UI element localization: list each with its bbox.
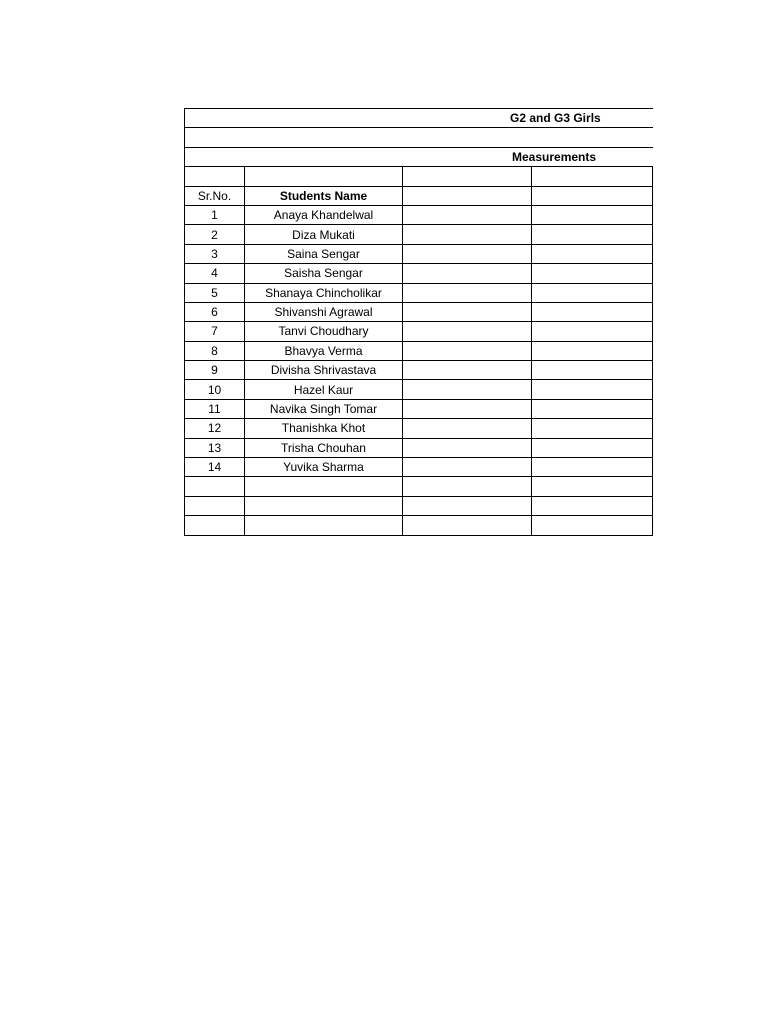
sr-no-cell: 5 (185, 284, 245, 302)
table-row (185, 245, 653, 264)
sr-no-cell: 14 (185, 458, 245, 476)
empty-row (185, 497, 653, 516)
sr-no-cell: 12 (185, 419, 245, 437)
header-measurement-col-2 (532, 187, 653, 205)
empty-cell (403, 516, 532, 534)
empty-cell (403, 477, 532, 495)
table-row (185, 458, 653, 477)
table-row (185, 342, 653, 361)
subtitle-row (185, 148, 653, 167)
header-row (185, 187, 653, 206)
measurement-cell (403, 206, 532, 224)
sr-no-cell: 7 (185, 322, 245, 340)
student-rows (185, 206, 653, 477)
measurement-cell (532, 400, 653, 418)
table-row (185, 284, 653, 303)
measurement-cell (403, 380, 532, 398)
sr-no-cell: 2 (185, 225, 245, 243)
measurement-cell (403, 303, 532, 321)
measurement-cell (532, 458, 653, 476)
sr-no-cell: 11 (185, 400, 245, 418)
student-name-cell: Yuvika Sharma (245, 458, 403, 476)
measurement-cell (403, 342, 532, 360)
measurement-cell (532, 342, 653, 360)
sheet-subtitle: Measurements (512, 149, 597, 164)
student-name-cell: Navika Singh Tomar (245, 400, 403, 418)
measurement-cell (403, 419, 532, 437)
measurement-cell (532, 322, 653, 340)
student-name-cell: Divisha Shrivastava (245, 361, 403, 379)
table-row (185, 303, 653, 322)
sr-no-cell: 3 (185, 245, 245, 263)
subtitle-cell (185, 148, 653, 166)
sr-no-cell: 1 (185, 206, 245, 224)
measurement-cell (532, 439, 653, 457)
header-students-name: Students Name (245, 187, 403, 205)
header-measurement-col-1 (403, 187, 532, 205)
blank-merged-cell (185, 128, 653, 146)
measurement-sheet (184, 108, 653, 536)
measurement-cell (532, 380, 653, 398)
empty-cell (245, 167, 403, 185)
empty-row (185, 477, 653, 496)
sr-no-cell: 4 (185, 264, 245, 282)
empty-row (185, 167, 653, 186)
title-cell (185, 109, 653, 127)
table-row (185, 264, 653, 283)
header-sr-no: Sr.No. (185, 187, 245, 205)
empty-cell (185, 477, 245, 495)
measurement-cell (532, 264, 653, 282)
measurement-cell (532, 245, 653, 263)
measurement-cell (403, 284, 532, 302)
measurement-cell (403, 322, 532, 340)
measurement-cell (403, 361, 532, 379)
empty-cell (532, 497, 653, 515)
measurement-cell (403, 245, 532, 263)
empty-cell (185, 497, 245, 515)
measurement-cell (403, 264, 532, 282)
empty-cell (403, 167, 532, 185)
measurement-cell (532, 206, 653, 224)
sr-no-cell: 10 (185, 380, 245, 398)
title-row (185, 109, 653, 128)
measurement-cell (403, 458, 532, 476)
student-name-cell: Thanishka Khot (245, 419, 403, 437)
measurement-cell (532, 225, 653, 243)
measurement-cell (403, 400, 532, 418)
empty-cell (185, 516, 245, 534)
table-row (185, 322, 653, 341)
empty-cell (532, 516, 653, 534)
empty-cell (245, 497, 403, 515)
table-row (185, 361, 653, 380)
empty-cell (532, 167, 653, 185)
student-name-cell: Bhavya Verma (245, 342, 403, 360)
empty-row (185, 516, 653, 535)
empty-cell (532, 477, 653, 495)
empty-cell (403, 497, 532, 515)
sheet-title: G2 and G3 Girls (510, 111, 601, 126)
sr-no-cell: 6 (185, 303, 245, 321)
empty-cell (245, 516, 403, 534)
empty-cell (185, 167, 245, 185)
student-name-cell: Shanaya Chincholikar (245, 284, 403, 302)
student-name-cell: Shivanshi Agrawal (245, 303, 403, 321)
table-row (185, 380, 653, 399)
measurement-cell (403, 439, 532, 457)
table-row (185, 400, 653, 419)
student-name-cell: Hazel Kaur (245, 380, 403, 398)
student-name-cell: Anaya Khandelwal (245, 206, 403, 224)
measurement-cell (532, 361, 653, 379)
student-name-cell: Saina Sengar (245, 245, 403, 263)
sr-no-cell: 8 (185, 342, 245, 360)
table-row (185, 439, 653, 458)
table-row (185, 206, 653, 225)
table-row (185, 225, 653, 244)
measurement-cell (532, 303, 653, 321)
sr-no-cell: 9 (185, 361, 245, 379)
blank-merged-row (185, 128, 653, 147)
student-name-cell: Trisha Chouhan (245, 439, 403, 457)
table-row (185, 419, 653, 438)
student-name-cell: Tanvi Choudhary (245, 322, 403, 340)
student-name-cell: Diza Mukati (245, 225, 403, 243)
measurement-cell (532, 284, 653, 302)
measurement-cell (532, 419, 653, 437)
student-name-cell: Saisha Sengar (245, 264, 403, 282)
sr-no-cell: 13 (185, 439, 245, 457)
empty-cell (245, 477, 403, 495)
measurement-cell (403, 225, 532, 243)
